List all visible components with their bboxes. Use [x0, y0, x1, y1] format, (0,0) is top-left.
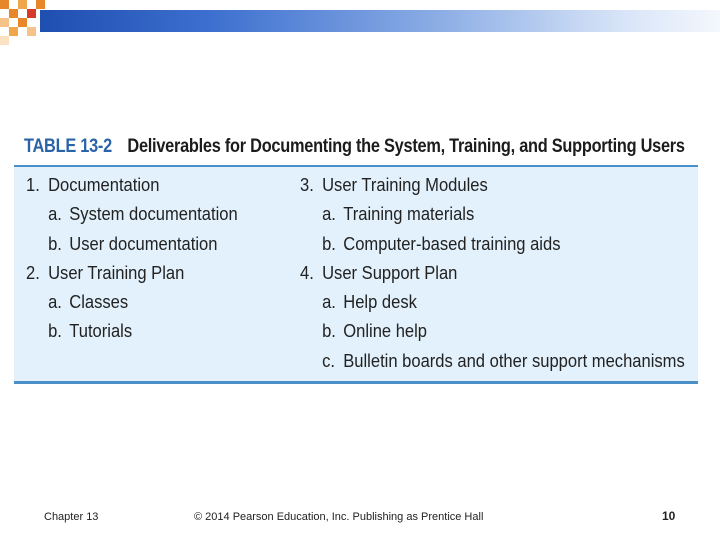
- table-figure: [14, 132, 698, 384]
- list-item: 3. User Training Modules: [300, 175, 488, 195]
- list-item: 1. Documentation: [26, 175, 160, 195]
- footer-chapter: Chapter 13: [44, 511, 99, 523]
- list-subitem: b. User documentation: [48, 233, 218, 254]
- deco-square: [9, 9, 18, 18]
- header-gradient-bar: [40, 10, 720, 32]
- deco-square: [27, 9, 36, 18]
- deco-square: [36, 0, 45, 9]
- table-title: [24, 132, 685, 162]
- list-subitem: a. Help desk: [322, 292, 417, 313]
- deco-square: [27, 27, 36, 36]
- list-subitem: b. Online help: [322, 321, 428, 342]
- left-column: [26, 171, 256, 347]
- deco-square: [0, 18, 9, 27]
- deco-square: [18, 0, 27, 9]
- deco-square: [0, 0, 9, 9]
- footer-copyright: © 2014 Pearson Education, Inc. Publishing as Prentice Hall: [194, 511, 484, 523]
- list-item: 4. User Support Plan: [300, 262, 458, 283]
- table-caption: Deliverables for Documenting the System, Training, and Supporting Users: [127, 136, 685, 157]
- list-subitem: b. Tutorials: [48, 321, 133, 342]
- list-subitem: a. System documentation: [48, 204, 238, 225]
- right-column: [300, 171, 718, 376]
- table-number: TABLE 13-2: [24, 136, 112, 157]
- deco-square: [18, 18, 27, 27]
- deco-square: [0, 36, 9, 45]
- list-item: 2. User Training Plan: [26, 262, 185, 283]
- list-subitem: a. Training materials: [322, 204, 475, 225]
- list-subitem: b. Computer-based training aids: [322, 233, 561, 254]
- deco-square: [9, 27, 18, 36]
- list-subitem: c. Bulletin boards and other support mechanisms: [322, 350, 685, 371]
- table-body: [14, 167, 698, 384]
- page-number: 10: [662, 509, 676, 523]
- list-subitem: a. Classes: [48, 292, 129, 313]
